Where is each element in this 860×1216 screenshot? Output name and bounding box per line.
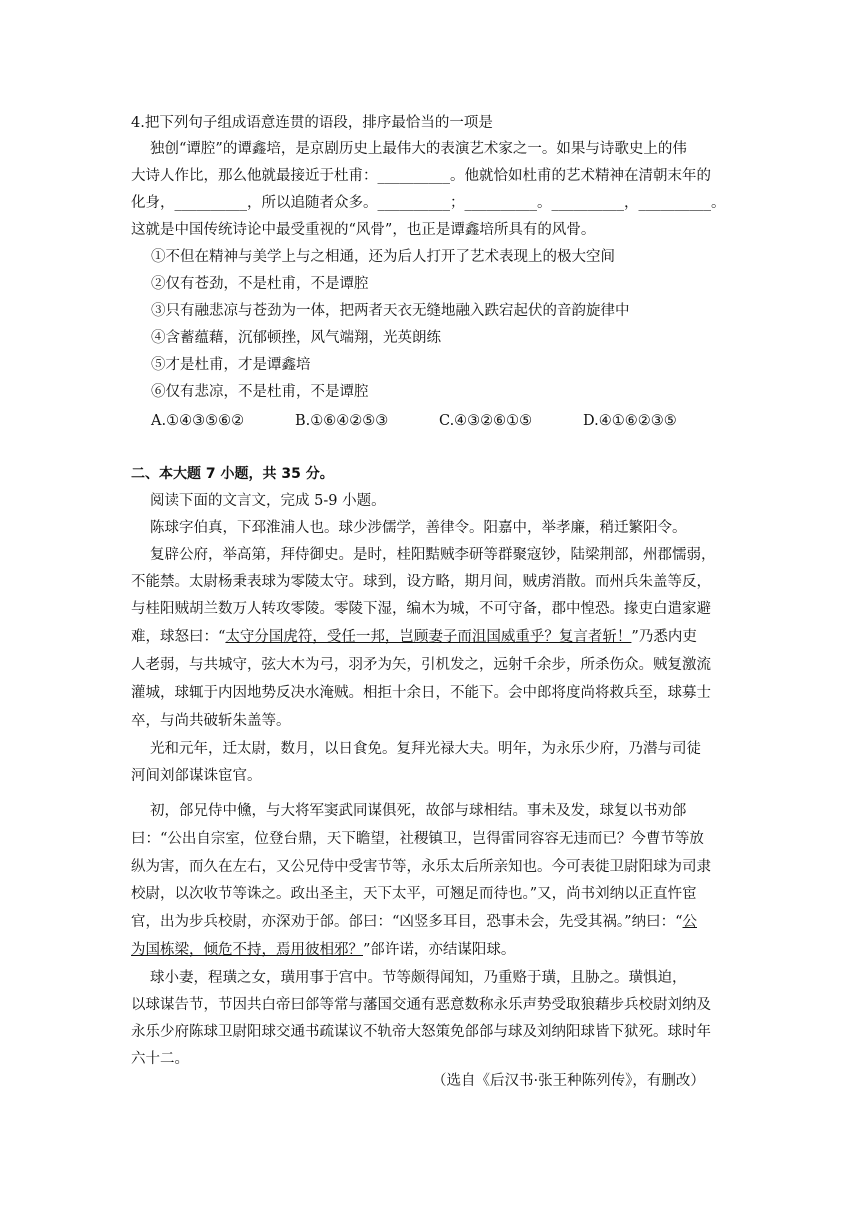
text-line: 不能禁。太尉杨秉表球为零陵太守。球到，设方略，期月间，贼虏消散。而州兵朱盖等反， [131, 574, 711, 590]
text-line: 初，郃兄侍中儵，与大将军窦武同谋俱死，故郃与球相结。事未及发，球复以书劝郃 [150, 803, 687, 819]
text-line: 永乐少府陈球卫尉阳球交通书疏谋议不轨帝大怒策免郃郃与球及刘纳阳球皆下狱死。球时年 [131, 1024, 711, 1040]
option-a[interactable]: A.①④③⑤⑥② [151, 413, 245, 429]
sentence-item: ⑥仅有悲凉，不是杜甫，不是谭腔 [151, 384, 369, 400]
reading-instruction: 阅读下面的文言文，完成 5-9 小题。 [150, 493, 386, 509]
sentence-item: ③只有融悲凉与苍劲为一体，把两者天衣无缝地融入跌宕起伏的音韵旋律中 [151, 303, 630, 319]
underlined-sentence-2a: 公 [682, 914, 697, 930]
text-line: 纵为害，而久在左右，又公兄侍中受害节等，永乐太后所亲知也。今可表徙卫尉阳球为司隶 [131, 859, 711, 875]
source-citation: （选自《后汉书·张王种陈列传》，有删改） [432, 1073, 705, 1089]
sentence-item: ①不但在精神与美学上与之相通，还为后人打开了艺术表现上的极大空间 [151, 249, 615, 265]
text-line: 六十二。 [131, 1051, 189, 1067]
text-line: 为国栋梁，倾危不持，焉用彼相邪？”郃许诺，亦结谋阳球。 [131, 942, 516, 958]
answer-options [151, 411, 731, 431]
option-c[interactable]: C.④③②⑥①⑤ [439, 413, 533, 429]
sentence-item: ②仅有苍劲，不是杜甫，不是谭腔 [151, 276, 369, 292]
underlined-sentence-2b: 为国栋梁，倾危不持，焉用彼相邪？ [131, 942, 363, 958]
text-line: 陈球字伯真，下邳淮浦人也。球少涉儒学，善律令。阳嘉中，举孝廉，稍迁繁阳令。 [150, 520, 687, 536]
text-line: 难，球怒曰：“太守分国虎符，受任一邦，岂顾妻子而沮国威重乎？复言者斩！”乃悉内吏 [131, 629, 697, 645]
passage-line: 化身，__________，所以追随者众多。__________；__________。__________，__________。 [131, 195, 726, 211]
sentence-item: ④含蓄蕴藉，沉郁顿挫，风气端翔，光英朗练 [151, 330, 441, 346]
text-line: 以球谋告节，节因共白帝曰郃等常与藩国交通有恶意数称永乐声势受取狼藉步兵校尉刘纳及 [131, 997, 711, 1013]
option-d[interactable]: D.④①⑥②③⑤ [583, 413, 677, 429]
text-line: 与桂阳贼胡兰数万人转攻零陵。零陵下湿，编木为城，不可守备，郡中惶恐。掾吏白遣家避 [131, 601, 711, 617]
passage-line: 大诗人作比，那么他就最接近于杜甫：__________。他就恰如杜甫的艺术精神在清朝末年的 [131, 168, 711, 184]
text-line: 光和元年，迁太尉，数月，以日食免。复拜光禄大夫。明年，为永乐少府，乃潜与司徒 [150, 741, 701, 757]
option-b[interactable]: B.①⑥④②⑤③ [295, 413, 389, 429]
passage-line: 独创“谭腔”的谭鑫培，是京剧历史上最伟大的表演艺术家之一。如果与诗歌史上的伟 [150, 141, 687, 157]
text-line: 曰：“公出自宗室，位登台鼎，天下瞻望，社稷镇卫，岂得雷同容容无违而已？今曹节等放 [131, 831, 704, 847]
text-line: 卒，与尚共破斩朱盖等。 [131, 713, 291, 729]
text-line: 官，出为步兵校尉，亦深劝于郃。郃曰：“凶竖多耳目，恐事未会，先受其祸。”纳曰：“公 [131, 914, 697, 930]
passage-line: 这就是中国传统诗论中最受重视的“风骨”，也正是谭鑫培所具有的风骨。 [131, 222, 596, 238]
text-line: 校尉，以次收节等诛之。政出圣主，天下太平，可翘足而待也。”又，尚书刘纳以正直忤宦 [131, 886, 697, 902]
text-line: 复辟公府，举高第，拜侍御史。是时，桂阳黠贼李研等群聚寇钞，陆梁荆部，州郡懦弱， [150, 547, 716, 563]
sentence-item: ⑤才是杜甫，才是谭鑫培 [151, 357, 311, 373]
text-line: 河间刘郃谋诛宦官。 [131, 768, 262, 784]
question-4-stem: 4.把下列句子组成语意连贯的语段，排序最恰当的一项是 [131, 115, 493, 131]
underlined-sentence-1: 太守分国虎符，受任一邦，岂顾妻子而沮国威重乎？复言者斩！ [225, 629, 632, 645]
text-line: 灌城，球辄于内因地势反决水淹贼。相拒十余日，不能下。会中郎将度尚将救兵至，球募士 [131, 685, 711, 701]
section-heading: 二、本大题 7 小题，共 35 分。 [131, 466, 334, 482]
text-line: 人老弱，与共城守，弦大木为弓，羽矛为矢，引机发之，远射千余步，所杀伤众。贼复激流 [131, 657, 711, 673]
text-line: 球小妻，程璜之女，璜用事于宫中。节等颇得闻知，乃重赂于璜，且胁之。璜惧迫， [150, 970, 687, 986]
